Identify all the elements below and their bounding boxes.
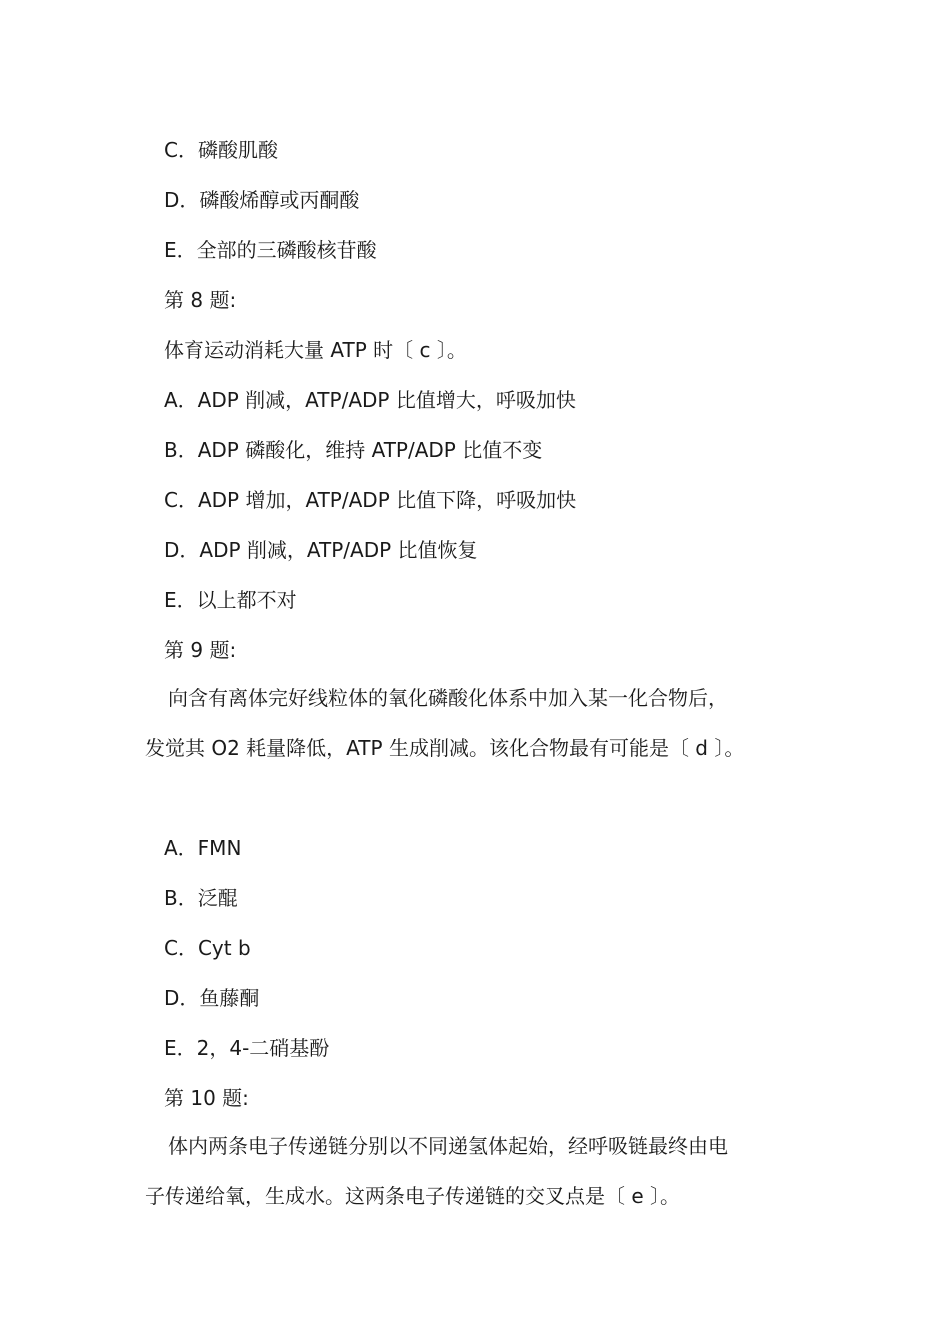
q9-option-b: B．泛醌	[164, 886, 238, 910]
q9-option-d: D．鱼藤酮	[164, 986, 260, 1010]
q8-option-c: C．ADP 增加，ATP/ADP 比值下降，呼吸加快	[164, 488, 577, 512]
q8-option-b: B．ADP 磷酸化，维持 ATP/ADP 比值不变	[164, 438, 543, 462]
q8-option-d: D．ADP 削减，ATP/ADP 比值恢复	[164, 538, 478, 562]
q7-option-c: C．磷酸肌酸	[164, 138, 278, 162]
q8-stem: 体育运动消耗大量 ATP 时〔 c 〕。	[164, 338, 467, 362]
q9-option-c: C．Cyt b	[164, 936, 251, 960]
q8-heading: 第 8 题:	[164, 288, 237, 312]
q7-option-d: D．磷酸烯醇或丙酮酸	[164, 188, 360, 212]
q8-option-e: E．以上都不对	[164, 588, 297, 612]
q10-stem-line2: 子传递给氧，生成水。这两条电子传递链的交叉点是〔 e 〕。	[145, 1184, 681, 1208]
q9-option-a: A．FMN	[164, 836, 242, 860]
q9-heading: 第 9 题:	[164, 638, 237, 662]
q10-stem-line1: 体内两条电子传递链分别以不同递氢体起始，经呼吸链最终由电	[168, 1134, 728, 1158]
q8-option-a: A．ADP 削减，ATP/ADP 比值增大，呼吸加快	[164, 388, 576, 412]
q9-stem-line1: 向含有离体完好线粒体的氧化磷酸化体系中加入某一化合物后，	[168, 686, 728, 710]
q7-option-e: E．全部的三磷酸核苷酸	[164, 238, 377, 262]
q9-stem-line2: 发觉其 O2 耗量降低，ATP 生成削减。该化合物最有可能是〔 d 〕。	[145, 736, 745, 760]
q9-option-e: E．2，4-二硝基酚	[164, 1036, 330, 1060]
q10-heading: 第 10 题:	[164, 1086, 249, 1110]
